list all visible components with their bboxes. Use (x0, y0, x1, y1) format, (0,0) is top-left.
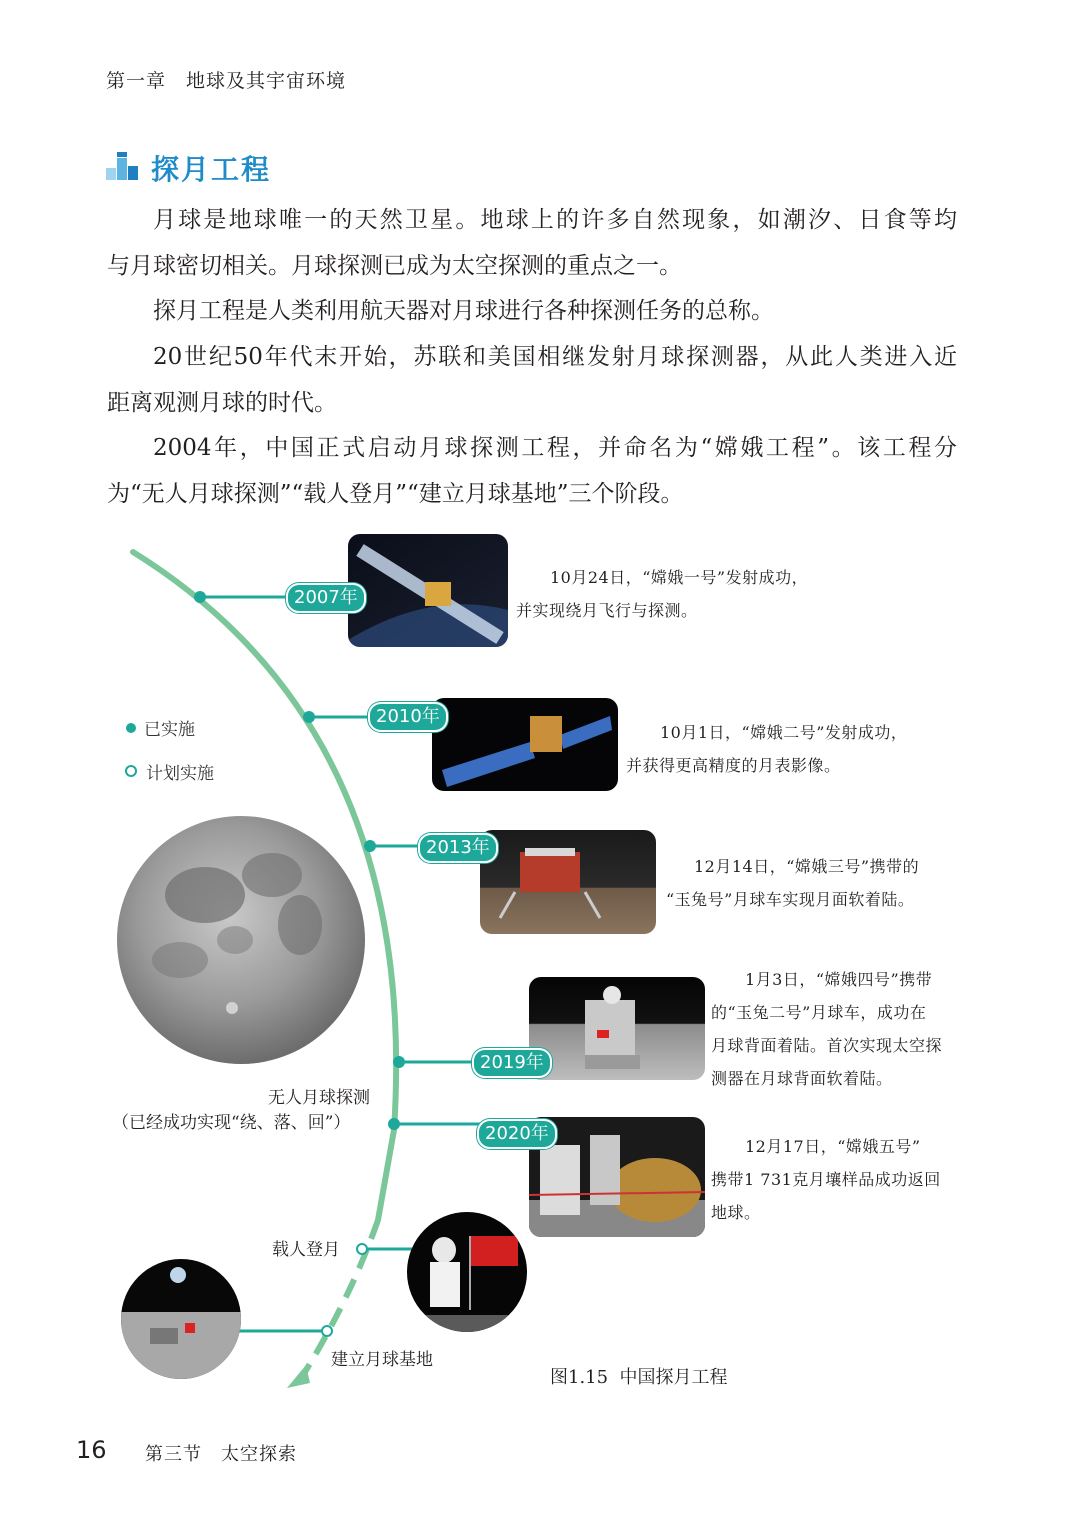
milestone-desc-2007 (516, 561, 808, 627)
milestone-desc-2020 (711, 1130, 941, 1229)
desc-line: 1月3日，“嫦娥四号”携带 (745, 970, 933, 989)
paragraph-line: 为“无人月球探测”“载人登月”“建立月球基地”三个阶段。 (107, 480, 684, 507)
photo-change1 (348, 534, 508, 647)
paragraph-4 (107, 426, 957, 517)
node-base (322, 1326, 332, 1336)
paragraph-line: 距离观测月球的时代。 (107, 389, 337, 416)
label-manned: 载人登月 (272, 1240, 340, 1260)
desc-line: 10月24日，“嫦娥一号”发射成功， (550, 568, 809, 587)
lunar-program-figure (0, 530, 1080, 1410)
paragraph-line: 20世纪50年代末开始，苏联和美国相继发射月球探测器，从此人类进入近 (153, 344, 957, 370)
label-unmanned: 无人月球探测 (268, 1088, 370, 1108)
milestone-desc-2019 (711, 963, 942, 1095)
node-2013 (364, 840, 376, 852)
legend-done-dot-icon (126, 723, 136, 733)
legend-planned-dot-icon (126, 766, 136, 776)
desc-line: 10月1日，“嫦娥二号”发射成功， (660, 723, 908, 742)
section-square-icon (106, 152, 140, 182)
figure-caption: 图1.15 中国探月工程 (550, 1367, 728, 1388)
year-tag-2020: 2020年 (477, 1119, 557, 1149)
desc-line: 并实现绕月飞行与探测。 (516, 601, 698, 620)
desc-line: 12月14日，“嫦娥三号”携带的 (694, 857, 920, 876)
desc-line: 测器在月球背面软着陆。 (711, 1069, 893, 1088)
node-2020 (388, 1118, 400, 1130)
timeline-arrow-icon (287, 1365, 310, 1388)
section-title: 探月工程 (151, 153, 272, 186)
label-unmanned-note: （已经成功实现“绕、落、回”） (112, 1113, 351, 1133)
photo-change4 (529, 977, 705, 1080)
paragraph-line: 与月球密切相关。月球探测已成为太空探测的重点之一。 (107, 252, 682, 279)
photo-astronaut (407, 1212, 527, 1335)
paragraph-1 (107, 198, 957, 289)
paragraph-line: 2004年，中国正式启动月球探测工程，并命名为“嫦娥工程”。该工程分 (153, 435, 957, 461)
label-base: 建立月球基地 (331, 1350, 433, 1370)
desc-line: 月球背面着陆。首次实现太空探 (711, 1036, 943, 1055)
desc-line: “玉兔号”月球车实现月面软着陆。 (666, 890, 915, 909)
page-number: 16 (76, 1436, 107, 1464)
legend-planned: 计划实施 (146, 764, 214, 784)
paragraph-line: 月球是地球唯一的天然卫星。地球上的许多自然现象，如潮汐、日食等均 (153, 207, 957, 233)
photo-change2 (432, 698, 618, 791)
milestone-desc-2013 (666, 850, 919, 916)
year-tag-2013: 2013年 (418, 833, 498, 863)
year-tag-2010: 2010年 (368, 702, 448, 732)
desc-line: 的“玉兔二号”月球车，成功在 (711, 1003, 927, 1022)
node-2007 (194, 591, 206, 603)
node-2019 (393, 1056, 405, 1068)
chapter-header: 第一章 地球及其宇宙环境 (106, 70, 347, 92)
footer-section: 第三节 太空探索 (145, 1444, 297, 1465)
paragraph-2 (107, 289, 957, 335)
legend-done: 已实施 (144, 720, 195, 740)
milestone-desc-2010 (626, 716, 907, 782)
desc-line: 12月17日，“嫦娥五号” (745, 1137, 921, 1156)
year-tag-2019: 2019年 (472, 1048, 552, 1078)
desc-line: 地球。 (711, 1203, 761, 1222)
year-tag-2007: 2007年 (286, 583, 366, 613)
moon-image (117, 816, 365, 1064)
photo-change3 (480, 830, 656, 934)
node-2010 (303, 711, 315, 723)
desc-line: 携带1 731克月壤样品成功返回 (711, 1170, 941, 1189)
node-manned (357, 1244, 367, 1254)
photo-lunar-base (121, 1259, 241, 1382)
desc-line: 并获得更高精度的月表影像。 (626, 756, 841, 775)
paragraph-3 (107, 335, 957, 426)
paragraph-line: 探月工程是人类利用航天器对月球进行各种探测任务的总称。 (153, 298, 774, 324)
